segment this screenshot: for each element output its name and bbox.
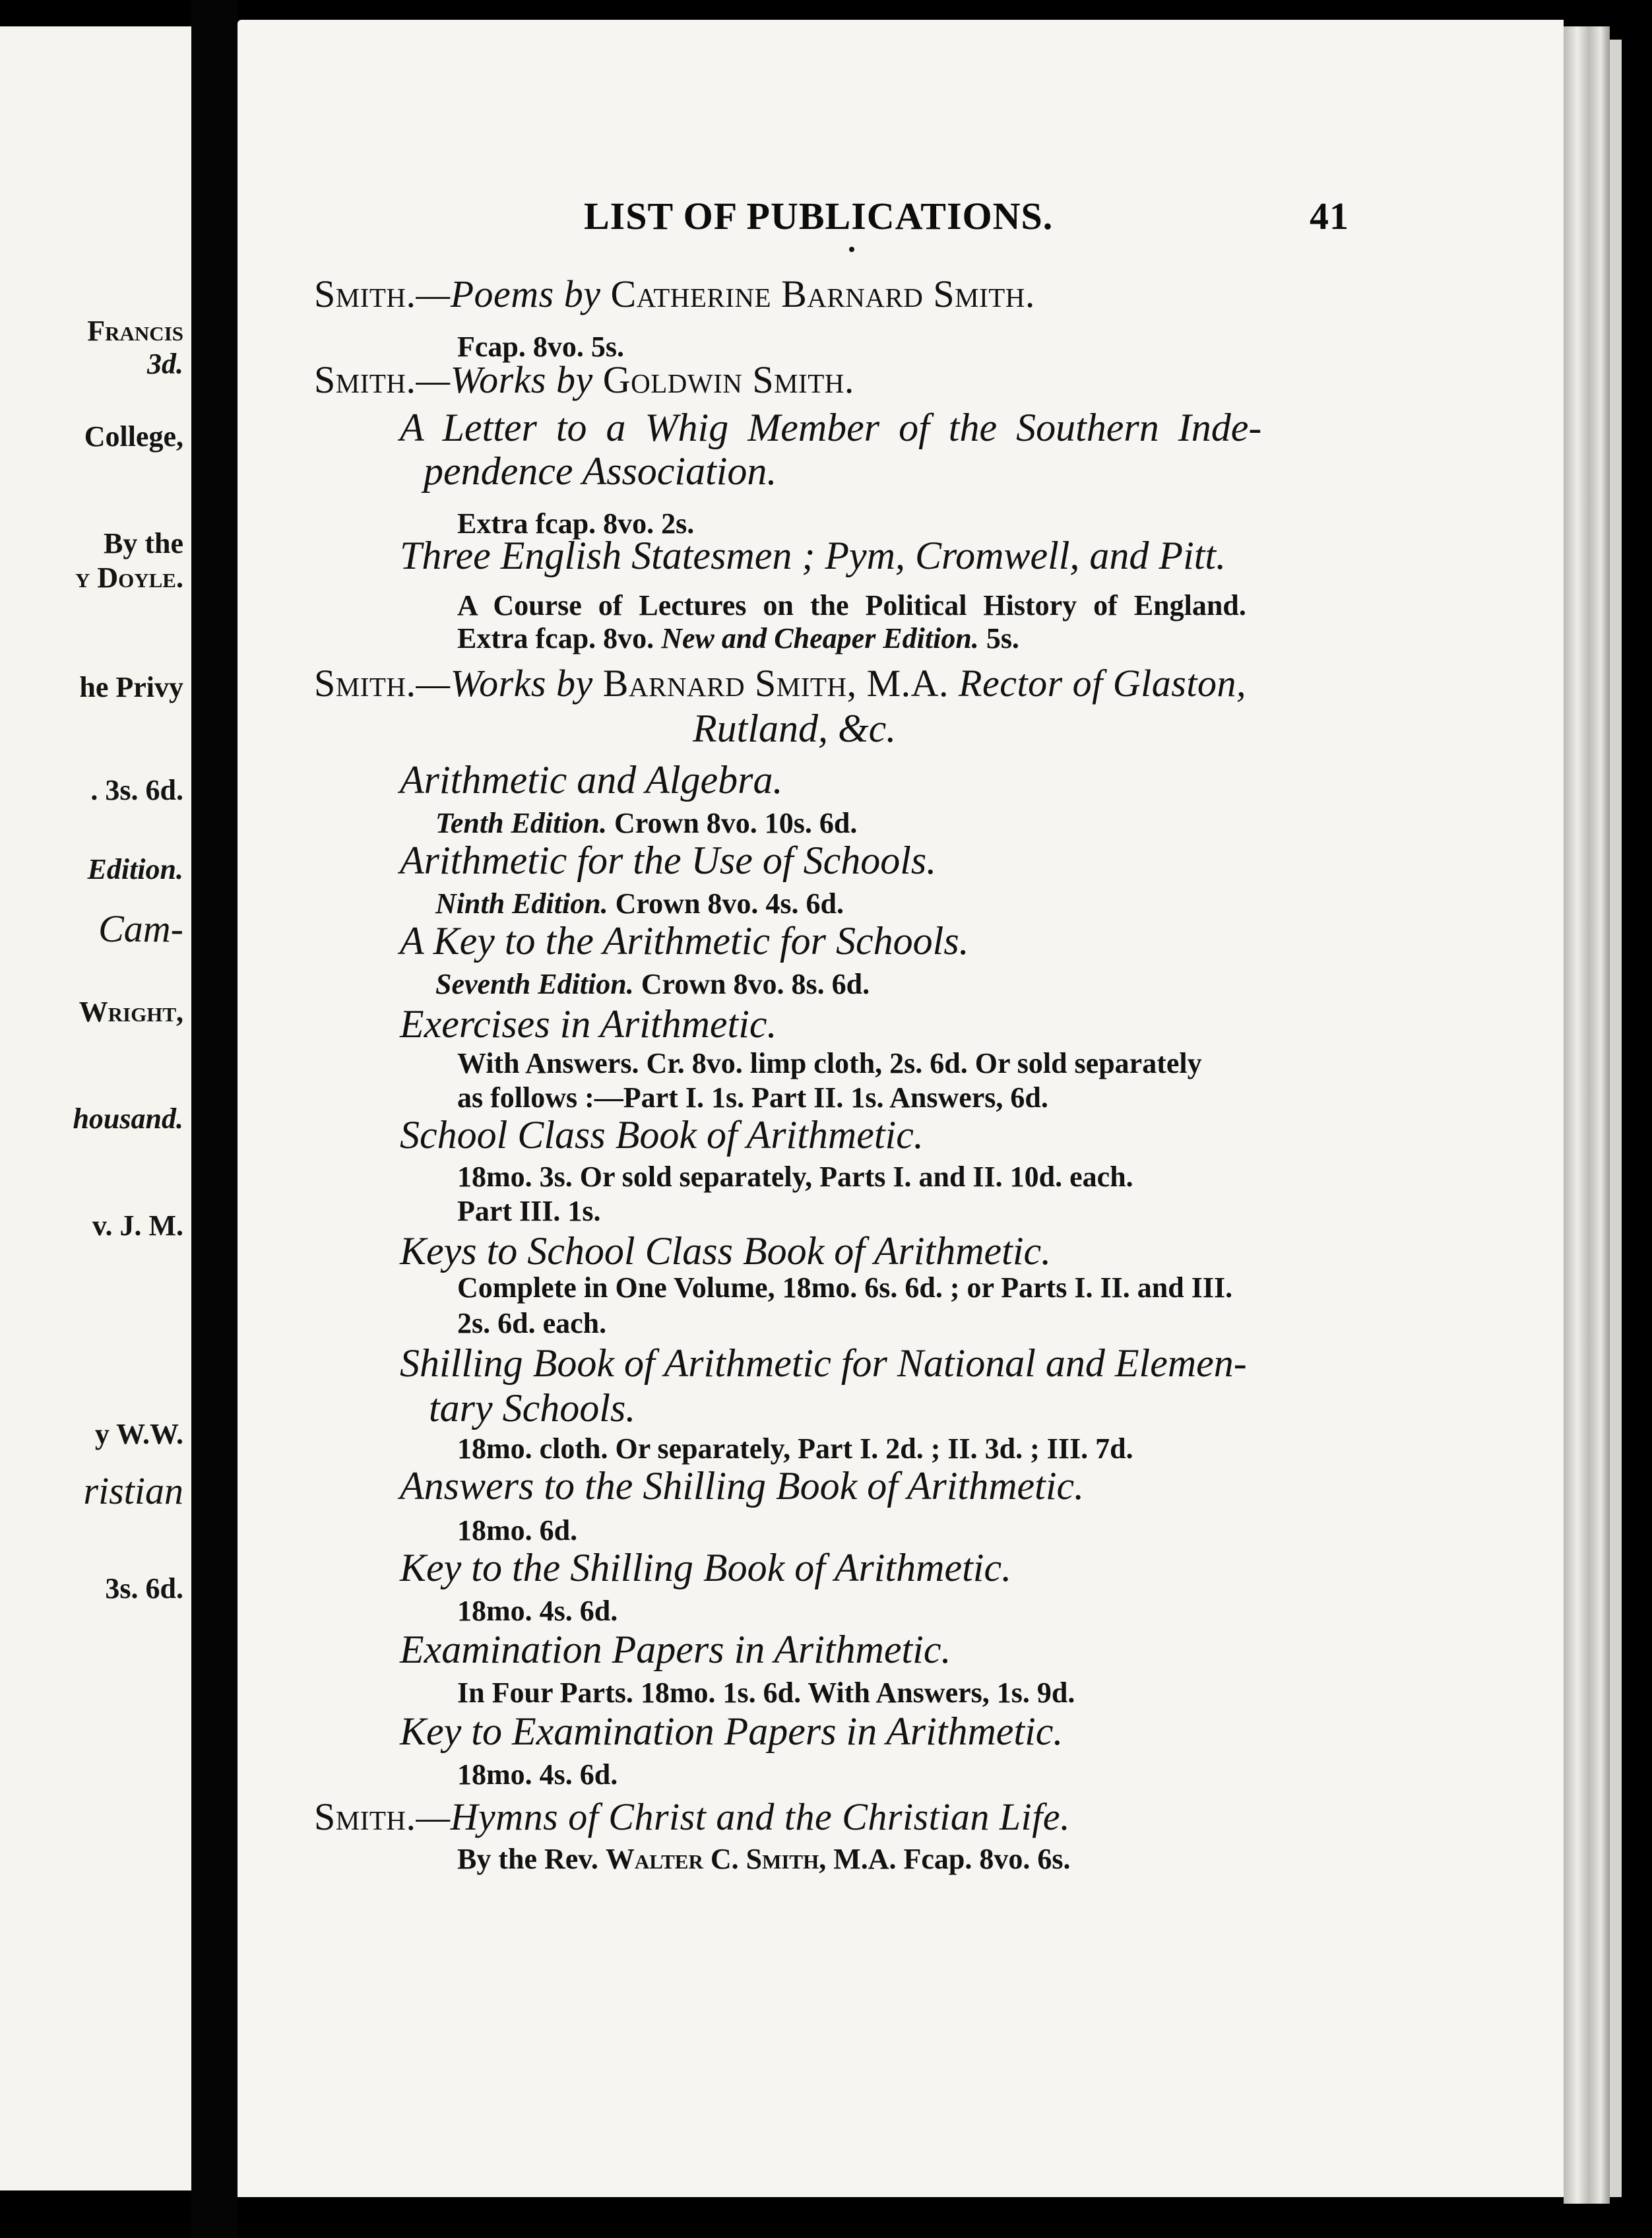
book-detail — [435, 887, 844, 920]
book-title: Examination Papers in Arithmetic. — [400, 1628, 951, 1671]
page-edge-inner — [1610, 40, 1622, 2197]
left-fragment: By the — [104, 527, 183, 560]
edition: Seventh Edition. — [435, 968, 634, 1000]
author-full-name: Barnard Smith, — [602, 662, 857, 705]
page-number: 41 — [1310, 195, 1349, 238]
left-fragment: housand. — [73, 1103, 183, 1135]
left-fragment: Cam- — [98, 907, 183, 950]
edition: New and Cheaper Edition. — [661, 622, 979, 655]
left-fragment: . 3s. 6d. — [90, 774, 183, 806]
left-fragment: v. J. M. — [92, 1209, 183, 1242]
left-fragment: ristian — [83, 1469, 183, 1512]
book-subtitle: A Course of Lectures on the Political History of England. — [457, 589, 1246, 622]
book-detail: Part III. 1s. — [457, 1195, 601, 1227]
author-lead: —Works by — [416, 358, 593, 401]
book-title: Keys to School Class Book of Arithmetic. — [400, 1229, 1052, 1273]
book-title: School Class Book of Arithmetic. — [400, 1113, 924, 1157]
author-name: Smith. — [314, 662, 416, 705]
author-full-name: Catherine Barnard Smith. — [610, 272, 1035, 315]
author-role-continued: Rutland, &c. — [693, 707, 897, 750]
book-detail: 18mo. 3s. Or sold separately, Parts I. and II. 10d. each. — [457, 1161, 1133, 1193]
book-detail — [435, 967, 870, 1001]
publication-list — [238, 20, 1564, 2197]
book-detail: In Four Parts. 18mo. 1s. 6d. With Answers, 1s. 9d. — [457, 1677, 1075, 1709]
format-price: Crown 8vo. 8s. 6d. — [641, 968, 870, 1000]
left-fragment: Edition. — [87, 853, 183, 885]
running-header: LIST OF PUBLICATIONS. — [584, 195, 1054, 238]
book-detail: Complete in One Volume, 18mo. 6s. 6d. ; or Parts I. II. and III. — [457, 1271, 1233, 1304]
entry-author-line — [314, 1795, 1070, 1839]
book-title-continued: tary Schools. — [429, 1386, 636, 1430]
book-title: Key to Examination Papers in Arithmetic. — [400, 1710, 1064, 1753]
left-fragment: Francis — [87, 315, 183, 347]
entry-author-line — [314, 272, 1035, 316]
book-title: Shilling Book of Arithmetic for National and Elemen- — [400, 1341, 1247, 1385]
left-fragment: he Privy — [79, 671, 183, 703]
format-price: Crown 8vo. 4s. 6d. — [615, 887, 844, 920]
author-full-name: Goldwin Smith. — [602, 358, 854, 401]
byline: By the Rev. — [457, 1843, 598, 1875]
left-fragment: College, — [84, 420, 183, 453]
edition: Ninth Edition. — [435, 887, 608, 920]
book-title: A Key to the Arithmetic for Schools. — [400, 919, 969, 963]
main-page — [238, 20, 1564, 2197]
price: 5s. — [986, 622, 1019, 655]
edition: Tenth Edition. — [435, 807, 608, 839]
author-name: Smith. — [314, 272, 416, 315]
left-fragment: Wright, — [79, 996, 183, 1028]
book-title: Arithmetic and Algebra. — [400, 758, 783, 802]
entry-detail: Fcap. 8vo. 5s. — [457, 331, 624, 363]
left-fragment: y W.W. — [94, 1418, 183, 1450]
book-detail: 18mo. 6d. — [457, 1514, 578, 1547]
left-fragment: 3d. — [147, 348, 183, 380]
author-lead: —Poems by — [416, 272, 601, 315]
book-detail — [435, 806, 857, 840]
left-fragment: 3s. 6d. — [105, 1572, 183, 1605]
book-detail: 18mo. cloth. Or separately, Part I. 2d. ; II. 3d. ; III. 7d. — [457, 1432, 1133, 1465]
book-title-continued: pendence Association. — [424, 449, 777, 493]
author-name: Smith. — [314, 1795, 416, 1838]
book-gutter — [191, 0, 238, 2238]
format-price: M.A. Fcap. 8vo. 6s. — [833, 1843, 1071, 1875]
author-degree: M.A. — [866, 662, 949, 705]
entry-author-line — [314, 358, 854, 402]
book-title: Arithmetic for the Use of Schools. — [400, 839, 937, 882]
entry-author-line — [314, 661, 1246, 705]
format-price: Crown 8vo. 10s. 6d. — [614, 807, 858, 839]
author-lead: —Hymns of Christ and the Christian Life. — [416, 1795, 1071, 1838]
left-fragment: y Doyle. — [75, 561, 183, 594]
book-title: Three English Statesmen ; Pym, Cromwell, and Pitt. — [400, 534, 1226, 577]
book-detail: With Answers. Cr. 8vo. limp cloth, 2s. 6d. Or sold separately — [457, 1047, 1202, 1079]
author-name: Smith. — [314, 358, 416, 401]
format: Extra fcap. 8vo. — [457, 622, 654, 655]
page-edge — [1564, 26, 1610, 2204]
book-detail: 18mo. 4s. 6d. — [457, 1758, 618, 1791]
book-detail: Extra fcap. 8vo. 2s. — [457, 507, 695, 540]
author-lead: —Works by — [416, 662, 593, 705]
book-title: Answers to the Shilling Book of Arithmetic. — [400, 1464, 1085, 1508]
left-facing-page — [0, 26, 191, 2190]
book-detail: 2s. 6d. each. — [457, 1307, 607, 1339]
book-title: Key to the Shilling Book of Arithmetic. — [400, 1546, 1012, 1589]
book-detail — [457, 622, 1019, 655]
book-detail: 18mo. 4s. 6d. — [457, 1595, 618, 1627]
book-detail: as follows :—Part I. 1s. Part II. 1s. Answers, 6d. — [457, 1081, 1048, 1114]
book-detail — [457, 1842, 1071, 1876]
book-title: Exercises in Arithmetic. — [400, 1002, 777, 1046]
book-title: A Letter to a Whig Member of the Southern Inde- — [400, 406, 1262, 449]
byline-name: Walter C. Smith, — [605, 1843, 827, 1875]
author-role: Rector of Glaston, — [959, 662, 1246, 705]
